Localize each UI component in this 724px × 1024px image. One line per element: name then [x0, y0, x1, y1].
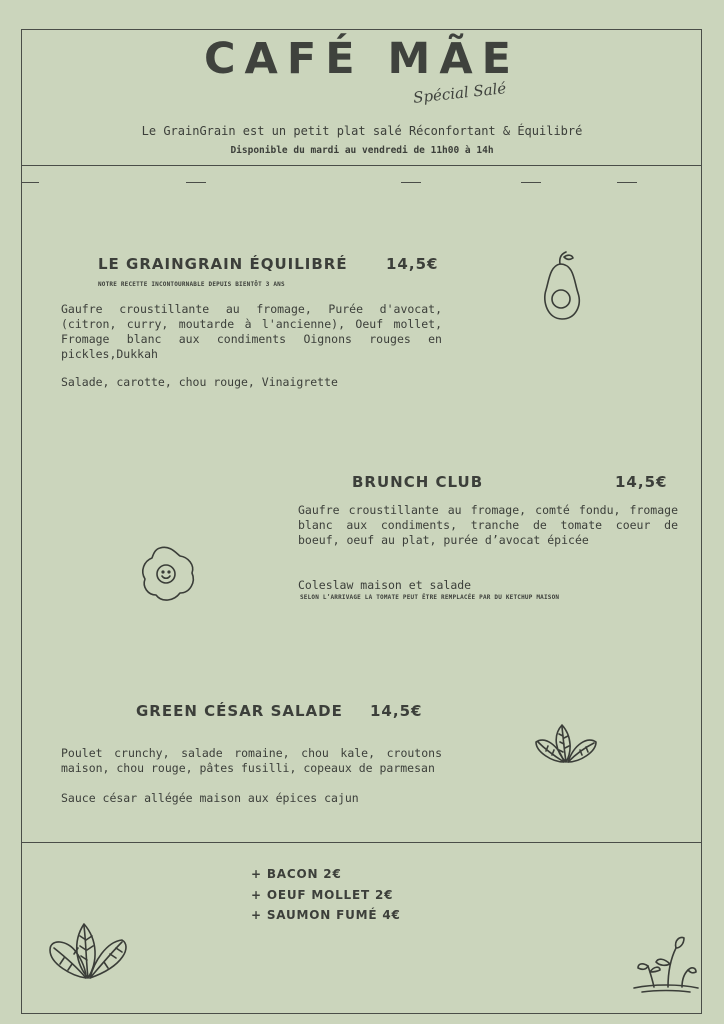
- dish-description: Gaufre croustillante au fromage, comté fondu, fromage blanc aux condiments, tranche de tomate coeur de boeuf, oeuf au plat, purée d’avocat épicée: [298, 503, 678, 547]
- dish-name: GREEN CÉSAR SALADE: [136, 702, 343, 720]
- dish-name: LE GRAINGRAIN ÉQUILIBRÉ: [98, 255, 348, 273]
- dish-tagline: NOTRE RECETTE INCONTOURNABLE DEPUIS BIENTÔT 3 ANS: [98, 281, 285, 288]
- extras-divider: [21, 842, 702, 843]
- dish-side: Salade, carotte, chou rouge, Vinaigrette: [61, 375, 338, 389]
- dash-divider: [521, 182, 541, 183]
- dish-description: Gaufre croustillante au fromage, Purée d'avocat, (citron, curry, moutarde à l'ancienne), Oeuf mollet, Fromage blanc aux condiments Oignons rouges en pickles,Dukkah: [61, 302, 442, 361]
- spinach-leaves-icon: [46, 922, 132, 980]
- dish-price: 14,5€: [370, 702, 423, 720]
- page-title: CAFÉ MÃE: [204, 34, 520, 84]
- avocado-icon: [540, 252, 586, 322]
- script-subtitle: Spécial Salé: [412, 79, 508, 107]
- extra-item: + SAUMON FUMÉ 4€: [251, 908, 401, 922]
- dish-name: BRUNCH CLUB: [352, 473, 484, 491]
- dash-divider: [401, 182, 421, 183]
- extras-list: [251, 864, 401, 926]
- dish-side: Coleslaw maison et salade: [298, 578, 472, 592]
- dash-divider: [186, 182, 206, 183]
- sprouts-icon: [632, 934, 700, 994]
- dish-price: 14,5€: [615, 473, 668, 491]
- dish-side: Sauce césar allégée maison aux épices cajun: [61, 791, 359, 805]
- header-divider: [21, 165, 702, 166]
- dish-description: Poulet crunchy, salade romaine, chou kale, croutons maison, chou rouge, pâtes fusilli, copeaux de parmesan: [61, 746, 442, 775]
- fried-egg-icon: [140, 545, 196, 603]
- availability-text: Disponible du mardi au vendredi de 11h00 à 14h: [230, 145, 494, 156]
- dish-price: 14,5€: [386, 255, 439, 273]
- extra-item: + BACON 2€: [251, 867, 342, 881]
- extra-item: + OEUF MOLLET 2€: [251, 887, 394, 902]
- lettuce-leaves-icon: [534, 722, 598, 766]
- intro-text: Le GrainGrain est un petit plat salé Réconfortant & Équilibré: [141, 124, 583, 138]
- dash-divider: [21, 182, 39, 183]
- dash-divider: [617, 182, 637, 183]
- dish-note: SELON L’ARRIVAGE LA TOMATE PEUT ÊTRE REMPLACÉE PAR DU KETCHUP MAISON: [300, 594, 560, 601]
